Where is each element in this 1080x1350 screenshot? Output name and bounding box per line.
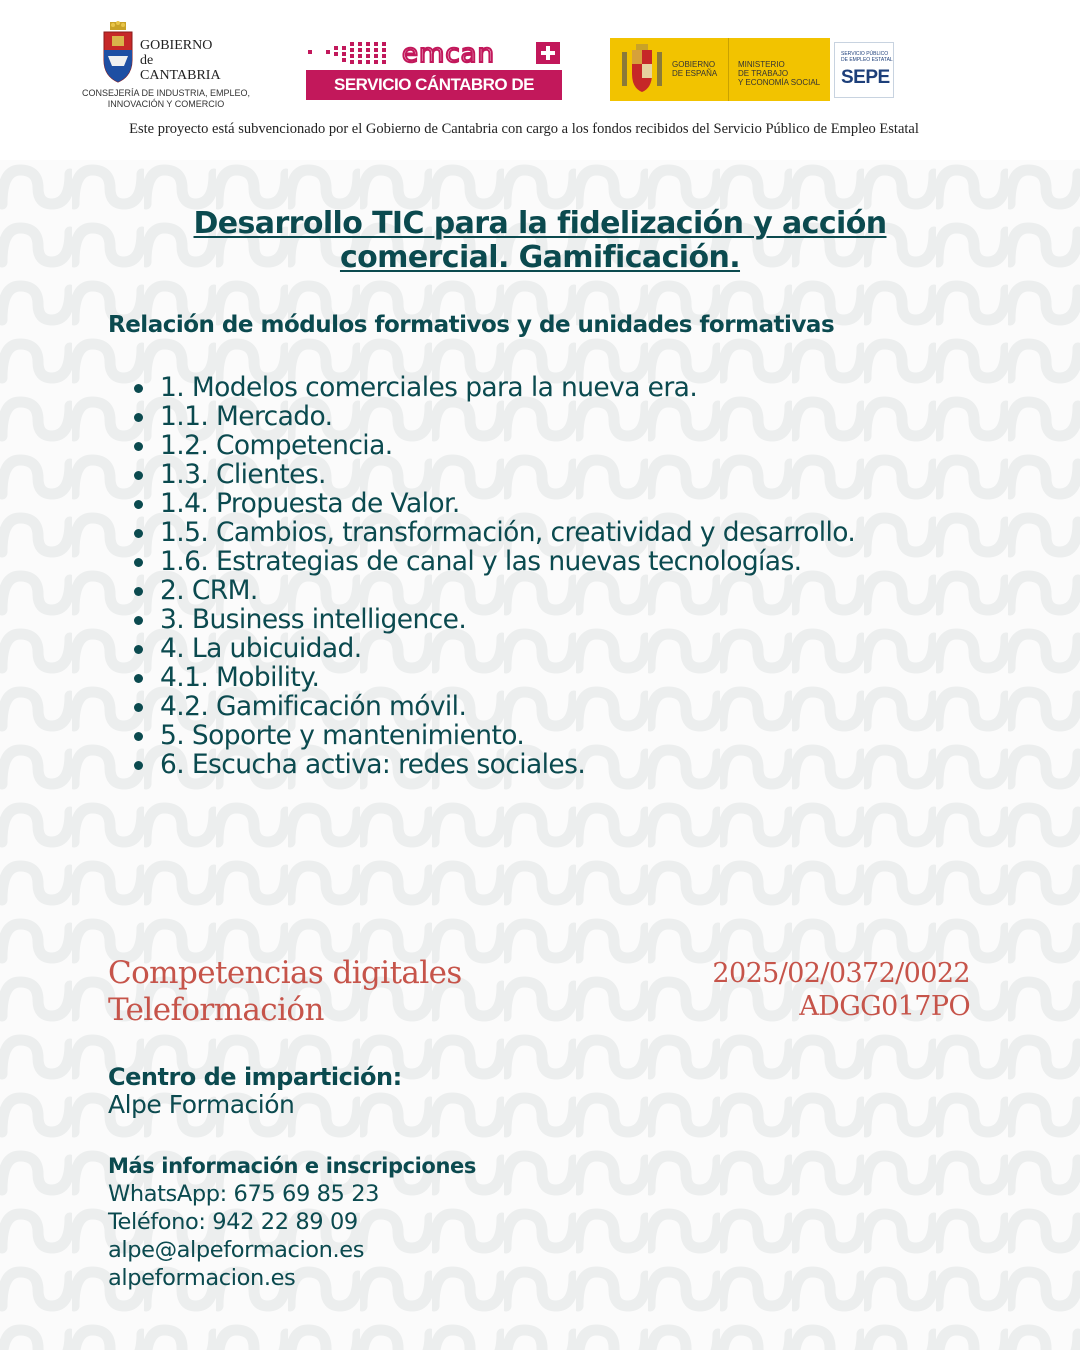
list-item: 5. Soporte y mantenimiento. xyxy=(130,721,855,750)
phone-number: Teléfono: 942 22 89 09 xyxy=(108,1209,358,1235)
program-name: Competencias digitales xyxy=(108,955,462,991)
course-code: ADGG017PO xyxy=(799,991,970,1022)
program-modality: Teleformación xyxy=(108,992,324,1028)
bullet-icon xyxy=(134,703,143,712)
bullet-icon xyxy=(134,616,143,625)
centro-label: Centro de impartición: xyxy=(108,1063,402,1091)
bullet-icon xyxy=(134,500,143,509)
modules-heading: Relación de módulos formativos y de unidades formativas xyxy=(108,312,835,338)
bullet-icon xyxy=(134,558,143,567)
expediente-code: 2025/02/0372/0022 xyxy=(712,958,970,989)
course-codes xyxy=(712,957,970,1023)
cantabria-department: CONSEJERÍA DE INDUSTRIA, EMPLEO, INNOVACIÓN Y COMERCIO xyxy=(81,88,251,109)
bullet-icon xyxy=(134,384,143,393)
list-item: 4.1. Mobility. xyxy=(130,663,855,692)
ministerio-text: MINISTERIO DE TRABAJO Y ECONOMÍA SOCIAL xyxy=(738,60,821,87)
email-address: alpe@alpeformacion.es xyxy=(108,1237,365,1263)
list-item: 1. Modelos comerciales para la nueva era. xyxy=(130,373,855,402)
bullet-icon xyxy=(134,587,143,596)
list-item: 4.2. Gamificación móvil. xyxy=(130,692,855,721)
whatsapp-number: WhatsApp: 675 69 85 23 xyxy=(108,1181,380,1207)
list-item: 4. La ubicuidad. xyxy=(130,634,855,663)
list-item: 1.3. Clientes. xyxy=(130,460,855,489)
contact-heading: Más información e inscripciones xyxy=(108,1154,476,1178)
sepe-small-text: SERVICIO PÚBLICO DE EMPLEO ESTATAL xyxy=(841,51,893,63)
bullet-icon xyxy=(134,413,143,422)
list-item: 6. Escucha activa: redes sociales. xyxy=(130,750,855,779)
svg-text:emcan: emcan xyxy=(402,39,496,68)
centro-value: Alpe Formación xyxy=(108,1090,295,1119)
website: alpeformacion.es xyxy=(108,1265,296,1291)
list-item: 2. CRM. xyxy=(130,576,855,605)
bullet-icon xyxy=(134,471,143,480)
sepe-acronym: SEPE xyxy=(841,67,890,88)
emcan-bar-text: SERVICIO CÁNTABRO DE EMPLEO xyxy=(306,70,562,100)
bullet-icon xyxy=(134,732,143,741)
list-item: 1.1. Mercado. xyxy=(130,402,855,431)
program-info xyxy=(108,955,462,1029)
cantabria-name: GOBIERNO de CANTABRIA xyxy=(140,38,221,83)
list-item: 1.2. Competencia. xyxy=(130,431,855,460)
bullet-icon xyxy=(134,645,143,654)
funding-note: Este proyecto está subvencionado por el Gobierno de Cantabria con cargo a los fondos recibidos del Servicio Público de Empleo Estatal xyxy=(129,121,919,137)
bullet-icon xyxy=(134,761,143,770)
list-item: 3. Business intelligence. xyxy=(130,605,855,634)
modules-list xyxy=(130,373,855,779)
list-item: 1.5. Cambios, transformación, creatividad y desarrollo. xyxy=(130,518,855,547)
bullet-icon xyxy=(134,674,143,683)
gobierno-espana-text: GOBIERNO DE ESPAÑA xyxy=(672,60,718,78)
bullet-icon xyxy=(134,529,143,538)
contact-details xyxy=(108,1180,379,1292)
course-title: Desarrollo TIC para la fidelización y acción comercial. Gamificación. xyxy=(193,206,887,275)
list-item: 1.6. Estrategias de canal y las nuevas tecnologías. xyxy=(130,547,855,576)
list-item: 1.4. Propuesta de Valor. xyxy=(130,489,855,518)
bullet-icon xyxy=(134,442,143,451)
